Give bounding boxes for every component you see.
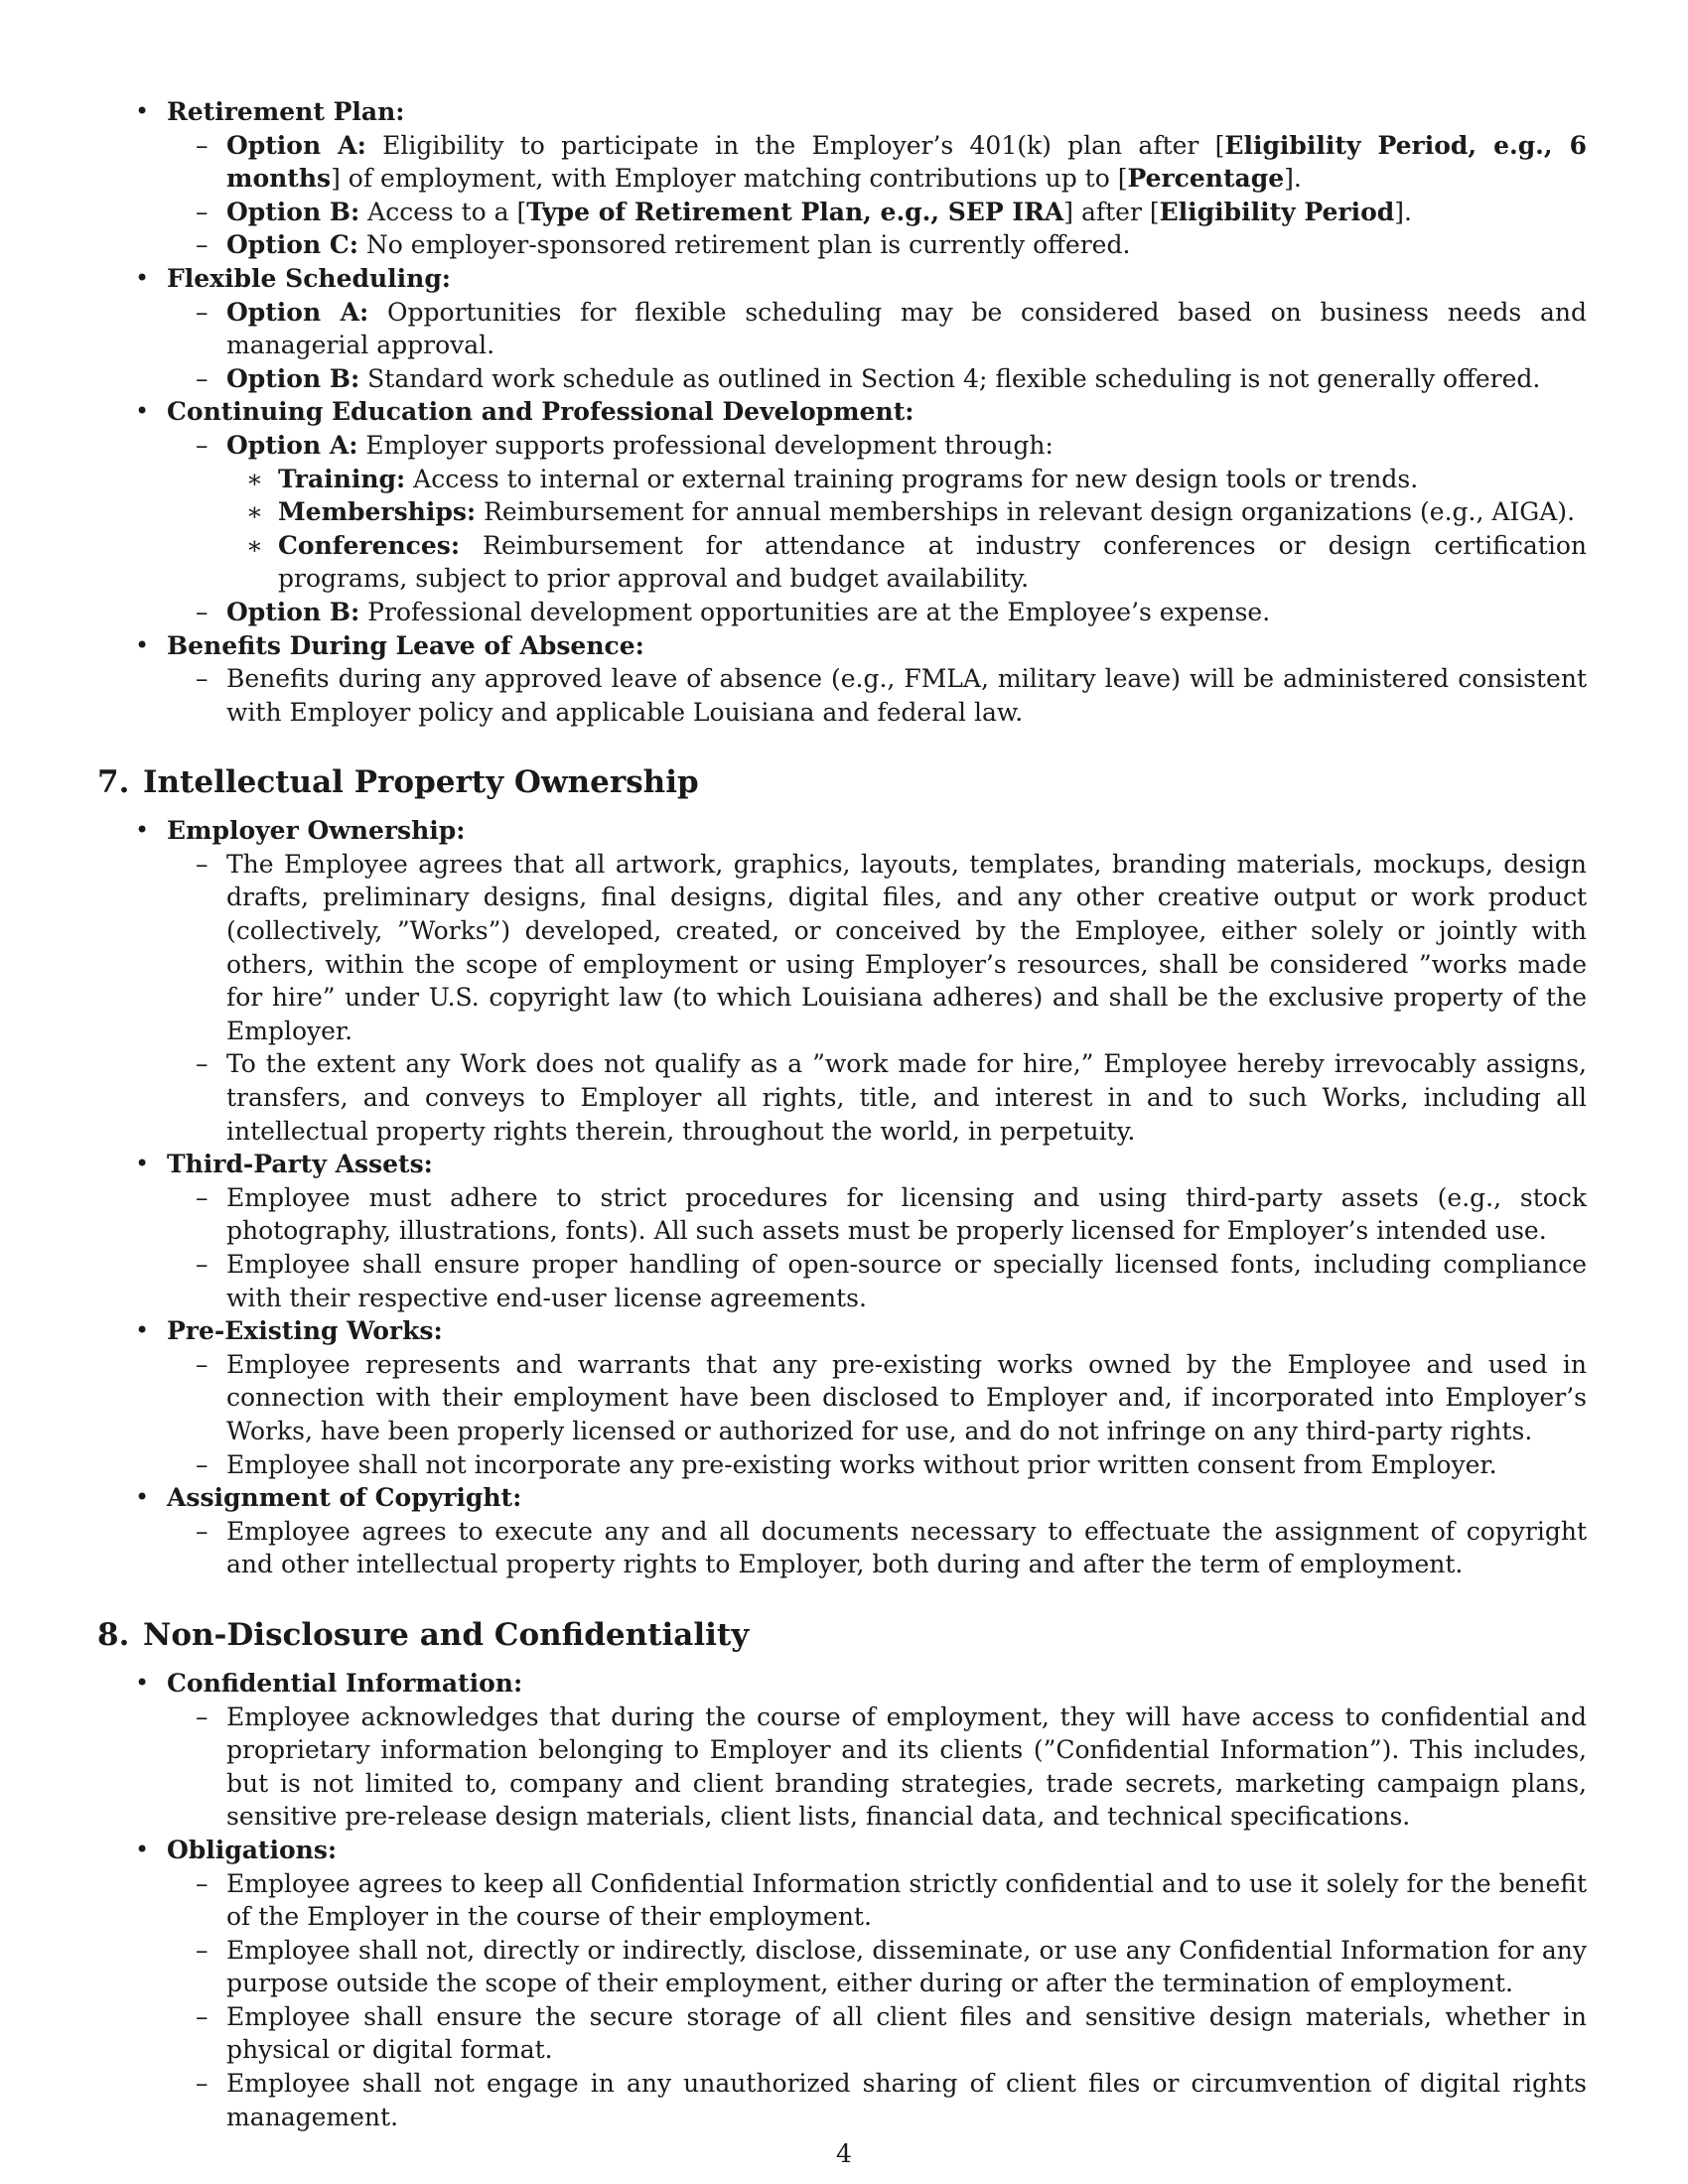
document-page [97,95,1587,2133]
section-7-title [97,762,1587,802]
list-item: – Employee represents and warrants that any pre-existing works owned by the Employee and used in connection with their employment have been disclosed to Employer and, if incorporated into Employer’s Works, have been properly licensed or authorized for use, and do not infringe on any third-party rights. [167,1348,1587,1448]
item-heading: Retirement Plan: [167,97,405,126]
list-item: – Benefits during any approved leave of absence (e.g., FMLA, military leave) will be administered consistent with Employer policy and applicable Louisiana and federal law. [167,662,1587,729]
option-label: Option B: [226,363,360,393]
page-number: 4 [836,2139,852,2168]
list-item [97,629,1587,730]
option-text: No employer-sponsored retirement plan is currently offered. [357,230,1131,260]
section-8-list [97,1667,1587,2133]
list-item [226,463,1587,496]
list-item [167,596,1587,629]
list-item [97,395,1587,628]
option-label: Option B: [226,197,360,226]
benefits-list [97,95,1587,729]
section-title-text: Intellectual Property Ownership [143,764,699,801]
option-label: Option A: [226,297,369,327]
list-item [97,1314,1587,1481]
placeholder-field: Type of Retirement Plan, e.g., SEP IRA [526,197,1064,226]
list-item [97,1148,1587,1314]
option-label: Option B: [226,597,360,626]
list-item [167,228,1587,262]
list-item: – To the extent any Work does not qualify as a ”work made for hire,” Employee hereby irrevocably assigns, transfers, and conveys to Employer all rights, title, and interest in and to such Works, including all intellectual property rights therein, throughout the world, in perpetuity. [167,1047,1587,1148]
sub-text: Reimbursement for attendance at industry conferences or design certification programs, subject to prior approval and budget availability. [278,530,1587,594]
list-item: – Employee shall ensure the secure storage of all client files and sensitive design materials, whether in physical or digital format. [167,2000,1587,2067]
item-heading: Benefits During Leave of Absence: [167,630,644,660]
item-heading: Third-Party Assets: [167,1150,433,1179]
sub-label: Conferences: [278,530,461,560]
list-item [167,429,1587,596]
item-heading: Obligations: [167,1835,338,1864]
list-item [97,262,1587,395]
list-item: – Employee agrees to execute any and all documents necessary to effectuate the assignment of copyright and other intellectual property rights to Employer, both during and after the term of employment. [167,1515,1587,1581]
item-heading: Employer Ownership: [167,816,466,846]
placeholder-field: Eligibility Period [1159,197,1395,226]
option-text: Opportunities for flexible scheduling may be considered based on business needs and managerial approval. [226,297,1587,360]
option-text: ] of employment, with Employer matching contributions up to [ [331,164,1128,194]
sub-text: Access to internal or external training programs for new design tools or trends. [405,464,1419,493]
option-text: Professional development opportunities are at the Employee’s expense. [359,597,1271,626]
option-text: Employer supports professional development through: [357,430,1054,460]
list-item [167,129,1587,196]
list-item: – Employee shall not incorporate any pre-existing works without prior written consent from Employer. [167,1448,1587,1482]
list-item: – Employee shall not, directly or indirectly, disclose, disseminate, or use any Confidential Information for any purpose outside the scope of their employment, either during or after the termination of employment. [167,1934,1587,2000]
list-item: – Employee agrees to keep all Confidential Information strictly confidential and to use it solely for the benefit of the Employer in the course of their employment. [167,1867,1587,1934]
option-text: Standard work schedule as outlined in Section 4; flexible scheduling is not generally offered. [359,363,1541,393]
option-label: Option C: [226,230,358,260]
option-text: ]. [1284,164,1302,194]
list-item [167,196,1587,229]
section-8-title [97,1615,1587,1655]
section-7-list [97,814,1587,1581]
sub-label: Memberships: [278,497,477,527]
list-item [226,495,1587,529]
list-item [97,814,1587,1148]
item-heading: Pre-Existing Works: [167,1316,443,1346]
list-item [97,1481,1587,1581]
list-item [226,529,1587,596]
list-item: – Employee shall ensure proper handling of open-source or specially licensed fonts, including compliance with their respective end-user license agreements. [167,1248,1587,1314]
section-number: 8. [97,1616,130,1653]
list-item [167,296,1587,362]
option-text: Eligibility to participate in the Employer’s 401(k) plan after [ [365,130,1225,160]
option-text: ]. [1394,197,1412,226]
list-item [97,1667,1587,1834]
item-heading: Flexible Scheduling: [167,263,452,293]
list-item: – Employee acknowledges that during the course of employment, they will have access to confidential and proprietary information belonging to Employer and its clients (”Confidential Information”). This includes, but is not limited to, company and client branding strategies, trade secrets, marketing campaign plans, sensitive pre-release design materials, client lists, financial data, and technical specifications. [167,1701,1587,1834]
item-heading: Confidential Information: [167,1668,523,1698]
sub-text: Reimbursement for annual memberships in relevant design organizations (e.g., AIGA). [476,497,1576,527]
list-item [97,1834,1587,2133]
list-item [97,95,1587,262]
list-item: – The Employee agrees that all artwork, graphics, layouts, templates, branding materials, mockups, design drafts, preliminary designs, final designs, digital files, and any other creative output or work product (collectively, ”Works”) developed, created, or conceived by the Employee, either solely or jointly with others, within the scope of employment or using Employer’s resources, shall be considered ”works made for hire” under U.S. copyright law (to which Louisiana adheres) and shall be the exclusive property of the Employer. [167,848,1587,1048]
item-heading: Assignment of Copyright: [167,1483,522,1513]
option-text: ] after [ [1063,197,1160,226]
placeholder-field: Percentage [1127,164,1285,194]
section-title-text: Non-Disclosure and Confidentiality [143,1616,750,1653]
placeholder-field: Eligibility Period, e.g., 6 months [226,130,1588,194]
section-number: 7. [97,764,130,801]
option-text: Access to a [ [359,197,527,226]
sub-label: Training: [278,464,406,493]
option-label: Option A: [226,430,358,460]
list-item: – Employee must adhere to strict procedures for licensing and using third-party assets (e.g., stock photography, illustrations, fonts). All such assets must be properly licensed for Employer’s intended use. [167,1181,1587,1248]
list-item: – Employee shall not engage in any unauthorized sharing of client files or circumvention of digital rights management. [167,2067,1587,2133]
item-heading: Continuing Education and Professional Development: [167,397,914,427]
list-item [167,362,1587,396]
option-label: Option A: [226,130,366,160]
